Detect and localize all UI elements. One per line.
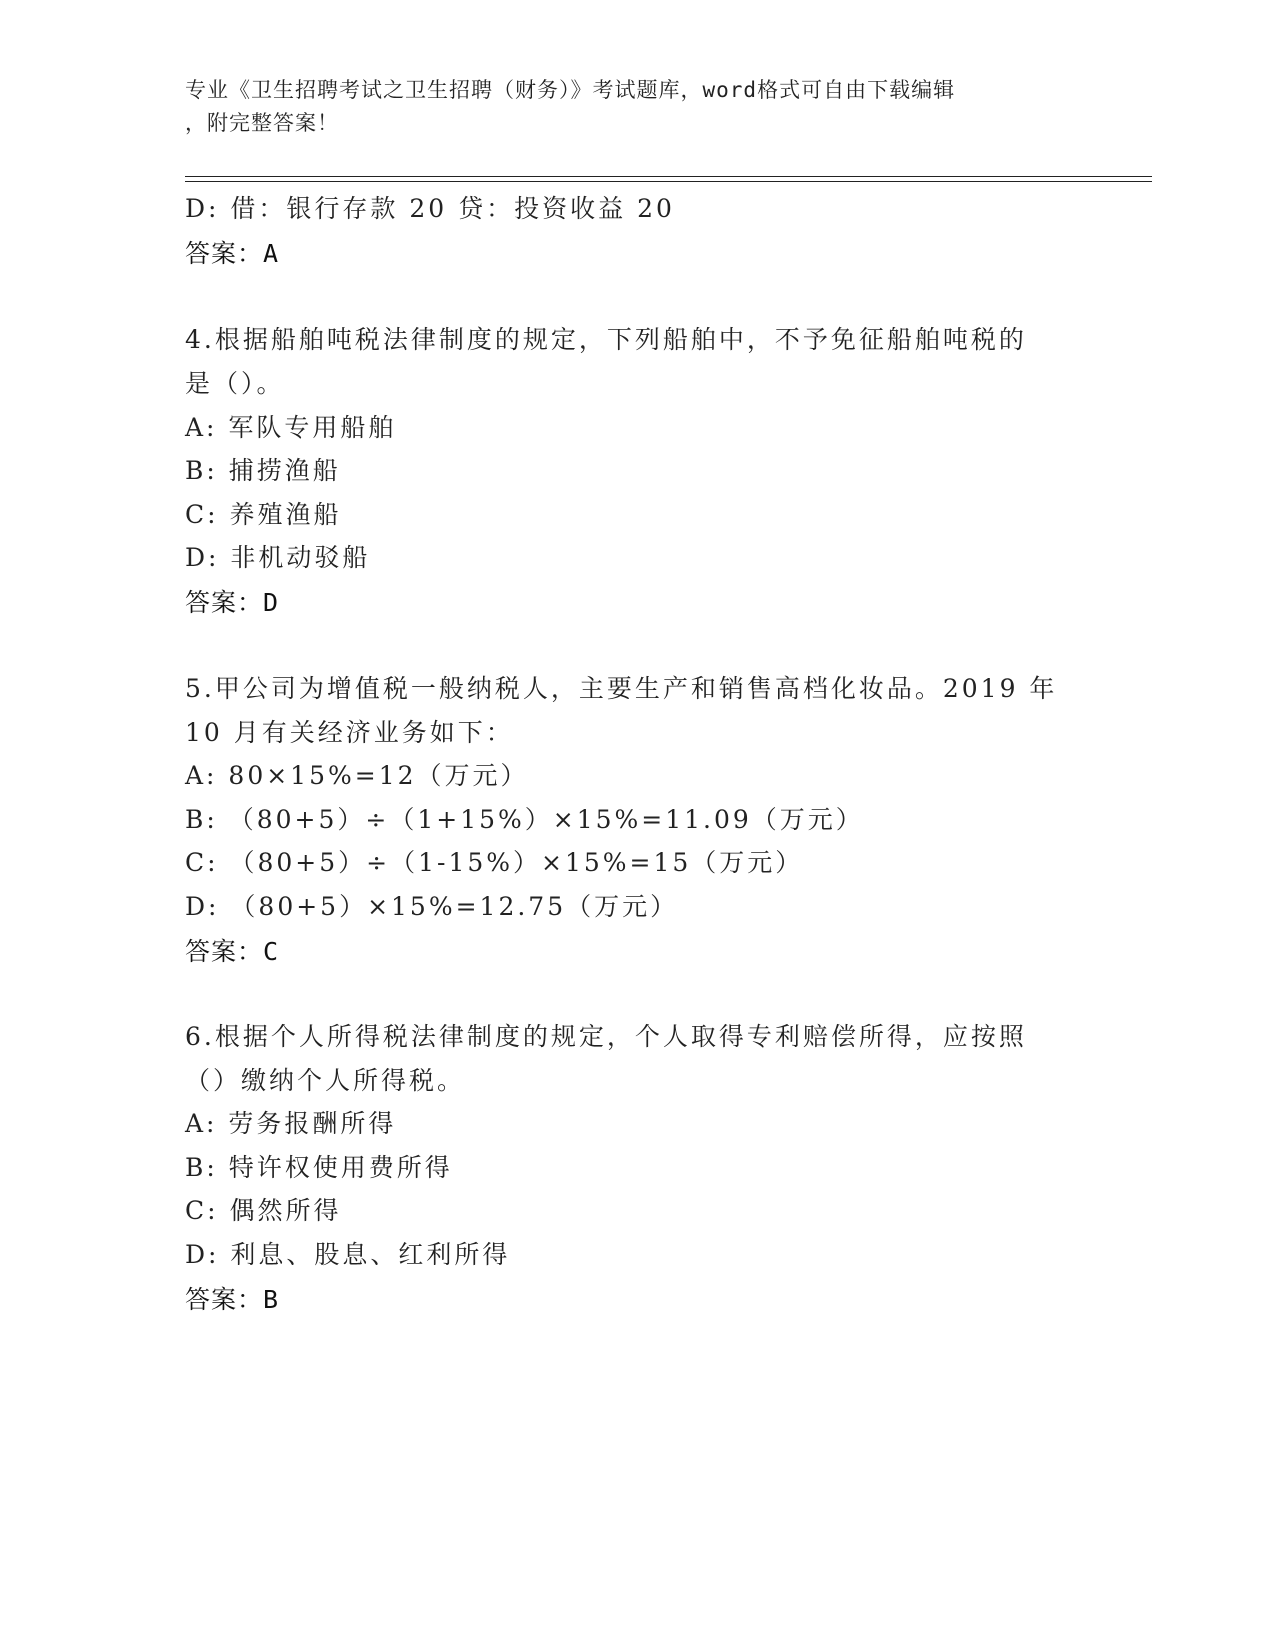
document-header <box>185 74 1065 140</box>
q5-answer: 答案：C <box>185 937 280 966</box>
q4-option-d: D: 非机动驳船 <box>185 543 371 572</box>
q4-option-c: C: 养殖渔船 <box>185 500 342 529</box>
q6-stem-line-1: 6.根据个人所得税法律制度的规定，个人取得专利赔偿所得，应按照 <box>185 1022 1027 1051</box>
q6-stem-line-2: （）缴纳个人所得税。 <box>185 1066 466 1095</box>
prev-option-d: D: 借：银行存款 20 贷：投资收益 20 <box>185 194 675 223</box>
q4-answer: 答案：D <box>185 588 280 617</box>
q4-option-b: B: 捕捞渔船 <box>185 456 341 485</box>
header-line-2: ，附完整答案！ <box>185 111 339 135</box>
header-line-1: 专业《卫生招聘考试之卫生招聘（财务）》考试题库，word格式可自由下载编辑 <box>185 78 956 102</box>
q5-stem-line-1: 5.甲公司为增值税一般纳税人，主要生产和销售高档化妆品。2019 年 <box>185 674 1058 703</box>
q5-stem-line-2: 10 月有关经济业务如下： <box>185 718 514 747</box>
header-divider-top <box>185 176 1152 177</box>
q4-stem-line-1: 4.根据船舶吨税法律制度的规定，下列船舶中，不予免征船舶吨税的 <box>185 325 1027 354</box>
q5-option-d: D: （80+5）×15%=12.75（万元） <box>185 892 679 921</box>
q6-option-b: B: 特许权使用费所得 <box>185 1153 453 1182</box>
prev-answer: 答案：A <box>185 239 280 268</box>
q6-answer: 答案：B <box>185 1285 280 1314</box>
q5-option-a: A: 80×15%=12（万元） <box>185 761 529 790</box>
q6-option-a: A: 劳务报酬所得 <box>185 1109 397 1138</box>
q6-option-c: C: 偶然所得 <box>185 1196 342 1225</box>
q4-stem-line-2: 是（）。 <box>185 369 285 398</box>
header-divider-bottom <box>185 181 1152 182</box>
q5-option-c: C: （80+5）÷（1-15%）×15%=15（万元） <box>185 848 804 877</box>
q6-option-d: D: 利息、股息、红利所得 <box>185 1240 511 1269</box>
q5-option-b: B: （80+5）÷（1+15%）×15%=11.09（万元） <box>185 805 864 834</box>
q4-option-a: A: 军队专用船舶 <box>185 413 397 442</box>
